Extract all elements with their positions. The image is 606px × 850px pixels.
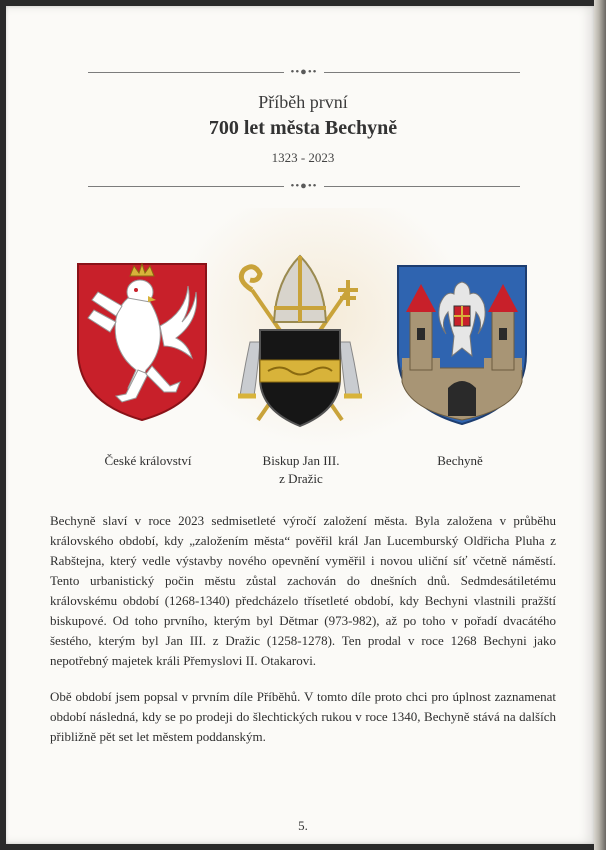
caption-czech-kingdom: České království bbox=[104, 453, 192, 468]
caption-bishop-line1: Biskup Jan III. bbox=[262, 453, 340, 468]
body-paragraph-2 bbox=[50, 687, 556, 747]
year-range: 1323 - 2023 bbox=[271, 150, 335, 165]
bishop-coat-of-arms bbox=[224, 250, 376, 440]
bottom-ornament bbox=[88, 182, 520, 192]
story-subtitle: Příběh první bbox=[258, 92, 348, 112]
ornament-glyph: ••●•• bbox=[290, 66, 318, 78]
caption-bishop-line2: z Dražic bbox=[279, 471, 323, 486]
paragraph-1-text: Bechyně slaví v roce 2023 sedmisetleté výročí založení města. Byla založena v průběhu královského období, kdy „založením města“ pověřil král Jan Lucemburský Oldřicha Pluha z Rabštejna, který vedle výstavby nového opevnění vyměřil i novou uliční síť včetně náměstí. Tento urbanistický počin městu zůstal zachován do dnešních dnů. Sedmdesátiletému královskému období (1268-1340) předcházelo třísetleté období, kdy Bechyni vlastnili pražští biskupové. Od toho prvního, kterým byl Dětmar (973-982), až po toho v pořadí dvacátého šestého, kterým byl Jan III. z Dražic (1258-1278). Ten prodal v roce 1268 Bechyni jako nepotřebný majetek králi Přemyslovi II. Otakarovi. bbox=[50, 513, 556, 668]
czech-kingdom-coat-of-arms bbox=[76, 262, 208, 422]
page-title: 700 let města Bechyně bbox=[208, 117, 398, 139]
body-paragraph-1 bbox=[50, 511, 556, 671]
bechyne-coat-of-arms bbox=[396, 264, 528, 426]
top-ornament bbox=[88, 68, 520, 78]
page-number: 5. bbox=[298, 818, 308, 833]
caption-bishop bbox=[226, 452, 376, 488]
paragraph-2-text: Obě období jsem popsal v prvním díle Příběhů. V tomto díle proto chci pro úplnost zaznamenat období následná, kdy se po prodeji do šlechtických rukou v roce 1340, Bechyně stává na dalších přibližně pět set let městem poddanským. bbox=[50, 689, 556, 744]
caption-bechyne: Bechyně bbox=[437, 453, 483, 468]
ornament-glyph-2: ••●•• bbox=[290, 180, 318, 192]
